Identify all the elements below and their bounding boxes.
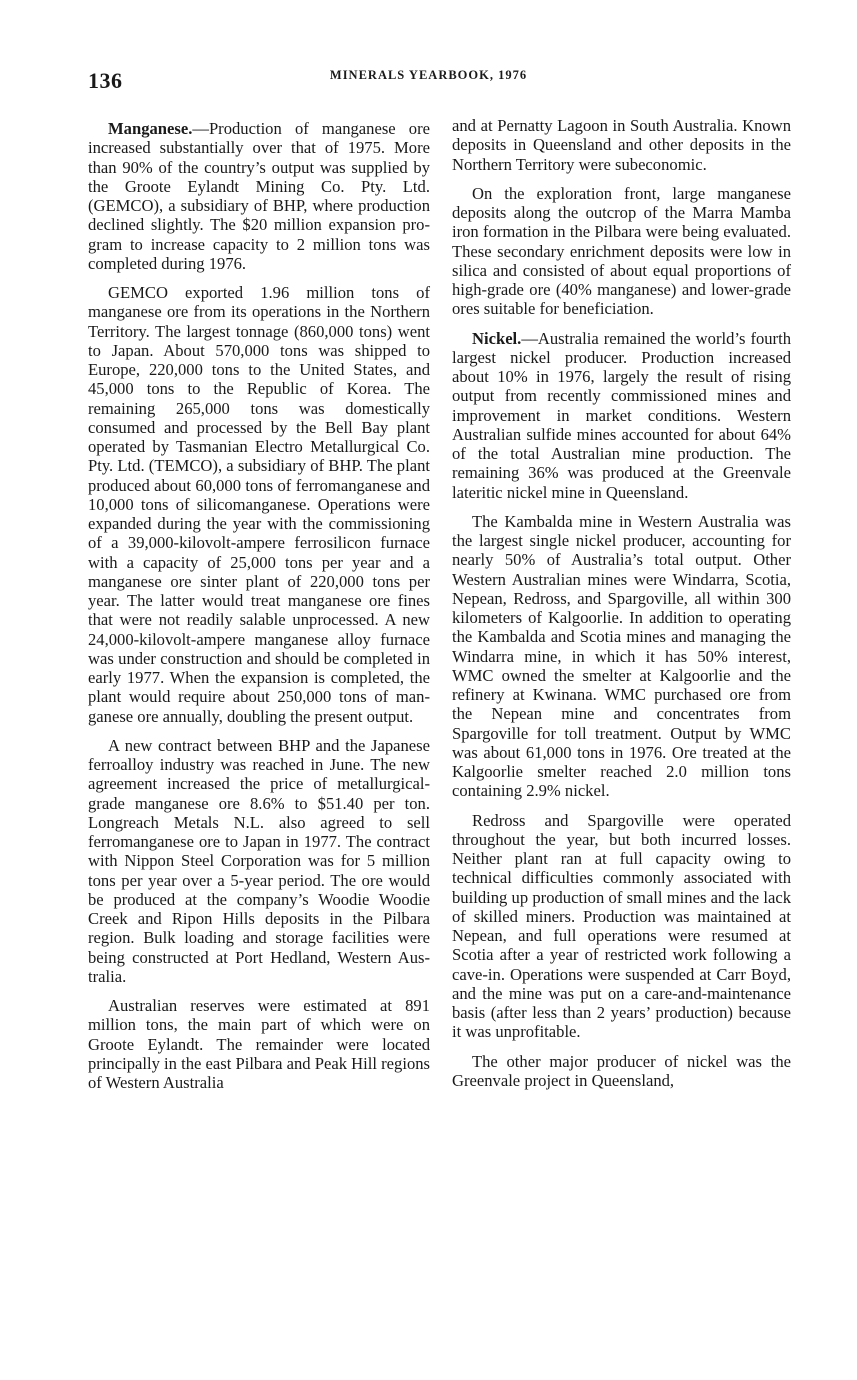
paragraph-reserves: Australian reserves were estimated at 891 million tons, the main part of which were on Groote Eylandt. The remainder were located principally in the east Pilbara and Peak Hill regions of Western Australia <box>88 996 430 1092</box>
paragraph-reserves-continued: and at Pernatty Lagoon in South Australia. Known deposits in Queensland and other deposits in the Northern Territory were subeconomic. <box>452 116 791 174</box>
paragraph-manganese-intro <box>88 119 430 273</box>
paragraph-text: —Australia remained the world’s fourth largest nickel producer. Production increased about 10% in 1976, largely the result of rising output from recently commissioned mines and improvement in market conditions. Western Australian sulfide mines accounted for about 64% of the total Australian mine production. The remaining 36% was produced at the Greenvale lateritic nickel mine in Queensland. <box>452 328 791 502</box>
paragraph-exploration: On the exploration front, large manganese deposits along the outcrop of the Marra Mamba iron formation in the Pilbara were being evaluated. These secondary enrichment deposits were low in silica and consisted of about equal proportions of high-grade ore (40% manganese) and lower-grade ores suitable for beneficiation. <box>452 183 791 319</box>
paragraph-greenvale: The other major producer of nickel was the Greenvale project in Queensland, <box>452 1051 791 1090</box>
paragraph-kambalda: The Kambalda mine in Western Australia was the largest single nickel producer, accounting for nearly 50% of Australia’s total output. Other Western Australian mines were Windarra, Scotia, Nepean, Redross, and Spargoville, all within 300 kilometers of Kalgoorlie. In addition to operating the Kambalda and Scotia mines and managing the Windarra mine, in which it has 50% interest, WMC owned the smelter at Kalgoorlie and the refinery at Kwinana. WMC purchased ore from the Nepean mine and concentrates from Spargoville for toll treatment. Output by WMC was about 61,000 tons in 1976. Ore treated at the Kalgoorlie smelter reached 2.0 million tons containing 2.9% nickel. <box>452 511 791 801</box>
left-column <box>88 119 430 1102</box>
section-heading-manganese: Manganese. <box>108 119 193 138</box>
paragraph-text: —Production of manganese ore increased substantially over that of 1975. More than 90% of the country’s output was supplied by the Groote Eylandt Mining Co. Pty. Ltd. (GEMCO), a subsidiary of BHP, where production declined slightly. The $20 million expansion program to increase capacity to 2 million tons was completed during 1976. <box>88 119 430 273</box>
paragraph-nickel-intro <box>452 329 791 502</box>
paragraph-gemco-exports: GEMCO exported 1.96 million tons of manganese ore from its operations in the Northern Territory. The largest tonnage (860,000 tons) went to Japan. About 570,000 tons was shipped to Europe, 220,000 tons to the United States, and 45,000 tons to the Republic of Korea. The remaining 265,000 tons was domestically consumed and processed by the Bell Bay plant operated by Tasmanian Electro Metallurgical Co. Pty. Ltd. (TEMCO), a subsidiary of BHP. The plant produced about 60,000 tons of ferromanganese and 10,000 tons of silicomanganese. Operations were expanded during the year with the commissioning of a 39,000-kilovolt-ampere ferrosilicon furnace with a capacity of 25,000 tons per year and a manganese ore sinter plant of 220,000 tons per year. The latter would treat manganese ore fines that were not readily salable unprocessed. A new 24,000-kilovolt-ampere manganese alloy furnace was under construction and should be completed in early 1977. When the expansion is completed, the plant would require about 250,000 tons of manganese ore annually, doubling the present output. <box>88 283 430 726</box>
section-heading-nickel: Nickel. <box>472 328 522 348</box>
page-number: 136 <box>88 68 123 93</box>
right-column <box>452 116 791 1100</box>
paragraph-redross-spargoville: Redross and Spargoville were operated throughout the year, but both incurred losses. Neither plant ran at full capacity owing to technical difficulties commonly associated with building up production of small mines and the lack of skilled miners. Production was maintained at Nepean, and full operations were resumed at Scotia after a year of restricted work following a cave-in. Operations were suspended at Carr Boyd, and the mine was put on a care-and-maintenance basis (after less than 2 years’ production) because it was unprofitable. <box>452 810 791 1042</box>
running-title: MINERALS YEARBOOK, 1976 <box>329 68 528 82</box>
paragraph-japan-contract: A new contract between BHP and the Japanese ferroalloy industry was reached in June. The new agreement increased the price of metallurgical-grade manganese ore 8.6% to $51.40 per ton. Longreach Metals N.L. also agreed to sell ferromanganese ore to Japan in 1977. The contract with Nippon Steel Corporation was for 5 million tons per year over a 5-year period. The ore would be produced at the company’s Woodie Woodie Creek and Ripon Hills deposits in the Pilbara region. Bulk loading and storage facilities were being constructed at Port Hedland, Western Australia. <box>88 735 430 986</box>
